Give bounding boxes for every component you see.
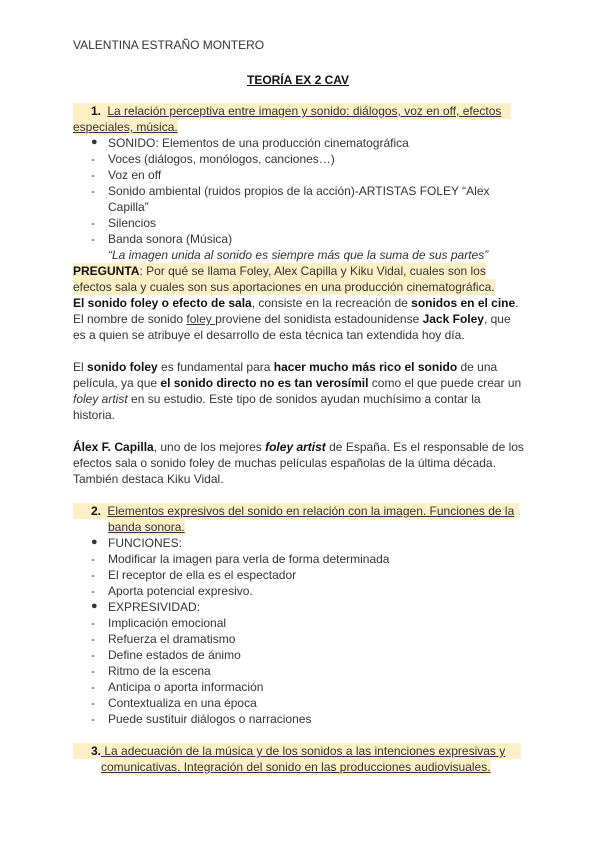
- paragraph3-line1: [73, 439, 524, 455]
- question-text: : Por qué se llama Foley, Alex Capilla y Kiku Vidal, cuales son los: [139, 264, 486, 278]
- section2-heading: [73, 503, 519, 519]
- quote: “La imagen unida al sonido es siempre más que la suma de sus partes”: [108, 248, 489, 262]
- text-span: .: [515, 296, 519, 310]
- dash: -: [91, 216, 95, 230]
- text-span: , uno de los mejores: [153, 440, 266, 454]
- dash: -: [91, 664, 95, 678]
- list-item-continuation: Capilla”: [108, 200, 149, 214]
- section1-heading: [73, 103, 511, 119]
- bullet-dot: ●: [91, 136, 98, 148]
- section3-number: 3.: [91, 744, 102, 758]
- bold-term: Jack Foley: [422, 312, 484, 326]
- section3-heading-line1: La adecuación de la música y de los sonidos a las intenciones expresivas y: [101, 744, 506, 758]
- bold-term: sonidos en el cine: [411, 296, 516, 310]
- section3-heading-line2: comunicativas. Integración del sonido en las producciones audiovisuales.: [101, 760, 491, 774]
- list-item: El receptor de ella es el espectador: [108, 568, 297, 582]
- underlined-term: foley: [186, 312, 216, 326]
- dash: -: [91, 568, 95, 582]
- dash: -: [91, 680, 95, 694]
- paragraph3-line2: efectos sala o sonido foley de muchas películas españolas de la última década.: [73, 456, 496, 470]
- section2-heading-line2: banda sonora.: [108, 520, 185, 534]
- dash: -: [91, 712, 95, 726]
- text-span: de una: [457, 360, 498, 374]
- paragraph1-line3: es a quien se atribuye el desarrollo de esta técnica tan extendida hoy día.: [73, 328, 465, 342]
- section3-heading: [73, 743, 521, 759]
- text-span: El nombre de sonido: [73, 312, 187, 326]
- bullet-dot: ●: [91, 536, 98, 548]
- dash: -: [91, 152, 95, 166]
- author-name: VALENTINA ESTRAÑO MONTERO: [73, 38, 265, 52]
- list-item: Voz en off: [108, 168, 162, 182]
- question-line1: [73, 263, 486, 279]
- dash: -: [91, 696, 95, 710]
- text-span: , consiste en la recreación de: [251, 296, 412, 310]
- bullet-sonido: SONIDO: Elementos de una producción cinematográfica: [108, 136, 409, 150]
- text-span: , que: [483, 312, 511, 326]
- list-item: Ritmo de la escena: [108, 664, 211, 678]
- bullet-dot: ●: [91, 600, 98, 612]
- dash: -: [91, 616, 95, 630]
- text-span: película, ya que: [73, 376, 161, 390]
- question-label: PREGUNTA: [73, 264, 140, 278]
- section1-heading-line1: La relación perceptiva entre imagen y sonido: diálogos, voz en off, efectos: [107, 104, 502, 118]
- paragraph2-line4: historia.: [73, 408, 116, 422]
- bullet-expresividad: EXPRESIVIDAD:: [108, 600, 201, 614]
- bullet-funciones: FUNCIONES:: [108, 536, 183, 550]
- paragraph1-line2: [73, 311, 511, 327]
- list-item: Define estados de ánimo: [108, 648, 241, 662]
- dash: -: [91, 552, 95, 566]
- bold-term: sonido foley: [87, 360, 158, 374]
- paragraph3-line3: También destaca Kiku Vidal.: [73, 472, 224, 486]
- list-item: Voces (diálogos, monólogos, canciones…): [108, 152, 335, 166]
- dash: -: [91, 648, 95, 662]
- section1-heading-line2: especiales, música.: [73, 120, 178, 134]
- bold-term: el sonido directo no es tan verosímil: [160, 376, 369, 390]
- section2-heading-line1: Elementos expresivos del sonido en relación con la imagen. Funciones de la: [107, 504, 515, 518]
- section2-number: 2.: [91, 504, 102, 518]
- list-item: Implicación emocional: [108, 616, 227, 630]
- bold-term: El sonido foley o efecto de sala: [73, 296, 252, 310]
- italic-term: foley artist: [73, 392, 128, 406]
- dash: -: [91, 232, 95, 246]
- dash: -: [91, 632, 95, 646]
- dash: -: [91, 184, 95, 198]
- list-item: Banda sonora (Música): [108, 232, 233, 246]
- list-item: Sonido ambiental (ruidos propios de la acción)-ARTISTAS FOLEY “Alex: [108, 184, 490, 198]
- paragraph2-line1: [73, 359, 497, 375]
- list-item: Silencios: [108, 216, 157, 230]
- list-item: Contextualiza en una época: [108, 696, 257, 710]
- bold-term: Álex F. Capilla: [73, 440, 154, 454]
- list-item: Anticipa o aporta información: [108, 680, 264, 694]
- section1-number: 1.: [91, 104, 102, 118]
- paragraph2-line3: [73, 391, 481, 407]
- paragraph1-line1: [73, 295, 519, 311]
- text-span: de España. Es el responsable de los: [325, 440, 524, 454]
- bold-term: hacer mucho más rico el sonido: [273, 360, 458, 374]
- question-line2: efectos sala y cuales son sus aportaciones en una producción cinematográfica.: [73, 280, 495, 294]
- paragraph2-line2: [73, 375, 521, 391]
- text-span: como el que puede crear un: [368, 376, 522, 390]
- text-span: en su estudio. Este tipo de sonidos ayudan muchísimo a contar la: [127, 392, 481, 406]
- dash: -: [91, 168, 95, 182]
- list-item: Puede sustituir diálogos o narraciones: [108, 712, 312, 726]
- list-item: Aporta potencial expresivo.: [108, 584, 253, 598]
- list-item: Modificar la imagen para verla de forma determinada: [108, 552, 390, 566]
- page-title: TEORÍA EX 2 CAV: [247, 73, 350, 87]
- text-span: proviene del sonidista estadounidense: [215, 312, 423, 326]
- dash: -: [91, 584, 95, 598]
- text-span: El: [73, 360, 88, 374]
- bold-italic-term: foley artist: [265, 440, 326, 454]
- text-span: es fundamental para: [157, 360, 274, 374]
- list-item: Refuerza el dramatismo: [108, 632, 236, 646]
